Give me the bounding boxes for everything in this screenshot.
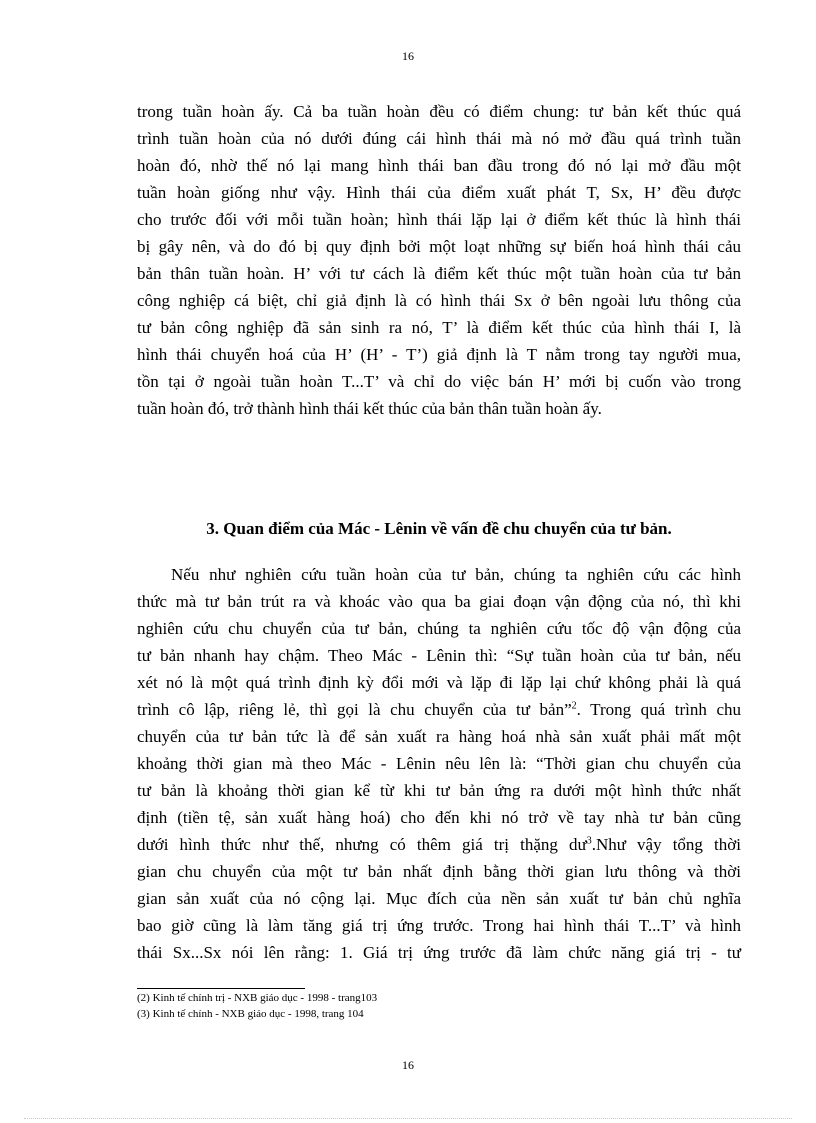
text-line: trình tuần hoàn của nó dưới đúng cái hình thái mà nó mở đầu quá trình tuần (137, 129, 741, 148)
text-line: gian chu chuyển của một tư bản nhất định bằng thời gian lưu thông và thời (137, 862, 741, 881)
text-line: nghiên cứu chu chuyển của tư bản, chúng ta nghiên cứu tốc độ vận động của (137, 619, 741, 638)
text-segment: . Trong quá trình chu (576, 700, 742, 719)
footnote-ref: 3 (586, 835, 592, 847)
text-line: bao giờ cũng là làm tăng giá trị ứng trước. Trong hai hình thái T...T’ và hình (137, 916, 741, 935)
text-line: gian sản xuất của nó cộng lại. Mục đích của nền sản xuất tư bản chủ nghĩa (137, 889, 741, 908)
text-line: tư bản là khoảng thời gian kể từ khi tư bản ứng ra dưới một hình thức nhất (137, 781, 741, 800)
text-line: thái Sx...Sx nói lên rằng: 1. Giá trị ứng trước đã làm chức năng giá trị - tư (137, 943, 741, 962)
footnote-divider (137, 988, 305, 989)
text-line: tư bản công nghiệp đã sản sinh ra nó, T’ là điểm kết thúc của hình thái I, là (137, 318, 741, 337)
text-line: tuần hoàn giống như vậy. Hình thái của điểm xuất phát T, Sx, H’ đều được (137, 183, 741, 202)
text-line: khoảng thời gian mà theo Mác - Lênin nêu lên là: “Thời gian chu chuyển của (137, 754, 741, 773)
text-line: tuần hoàn đó, trở thành hình thái kết thúc của bản thân tuần hoàn ấy. (137, 399, 602, 418)
page-edge-divider (24, 1118, 792, 1119)
footnote: (3) Kinh tế chính - NXB giáo dục - 1998, trang 104 (137, 1008, 364, 1020)
text-line: tư bản nhanh hay chậm. Theo Mác - Lênin thì: “Sự tuần hoàn của tư bản, nếu (137, 646, 741, 665)
text-segment: dưới hình thức như thế, nhưng có thêm giá trị thặng dư (137, 835, 587, 854)
text-line (137, 831, 741, 858)
text-line: thức mà tư bản trút ra và khoác vào qua ba giai đoạn vận động của nó, thì khi (137, 592, 741, 611)
text-line (137, 696, 741, 723)
text-line: chuyển của tư bản tức là để sản xuất ra hàng hoá nhà sản xuất phải mất một (137, 727, 741, 746)
text-line: hình thái chuyển hoá của H’ (H’ - T’) giả định là T nằm trong tay người mua, (137, 345, 741, 364)
footnote-ref: 2 (571, 700, 577, 712)
text-line: công nghiệp cá biệt, chỉ giả định là có hình thái Sx ở bên ngoài lưu thông của (137, 291, 741, 310)
text-line: tồn tại ở ngoài tuần hoàn T...T’ và chỉ do việc bán H’ mới bị cuốn vào trong (137, 372, 741, 391)
footnote: (2) Kinh tế chính trị - NXB giáo dục - 1998 - trang103 (137, 992, 378, 1004)
text-line: Nếu như nghiên cứu tuần hoàn của tư bản, chúng ta nghiên cứu các hình (171, 565, 741, 584)
page-number-bottom: 16 (402, 1058, 414, 1072)
text-line: bản thân tuần hoàn. H’ với tư cách là điểm kết thúc một tuần hoàn của tư bản (137, 264, 741, 283)
text-line: định (tiền tệ, sản xuất hàng hoá) cho đến khi nó trở về tay nhà tư bản cũng (137, 808, 741, 827)
text-segment: .Như vậy tổng thời (591, 835, 741, 854)
text-line: hoàn đó, nhờ thế nó lại mang hình thái ban đầu trong đó nó lại mở đầu một (137, 156, 741, 175)
text-segment: trình cô lập, riêng lẻ, thì gọi là chu chuyển của tư bản” (137, 700, 572, 719)
page-number-top: 16 (402, 49, 414, 63)
text-line: bị gây nên, và do đó bị quy định bởi một loạt những sự biến hoá hình thái cảu (137, 237, 741, 256)
text-line: trong tuần hoàn ấy. Cả ba tuần hoàn đều có điểm chung: tư bản kết thúc quá (137, 102, 741, 121)
section-heading: 3. Quan điểm của Mác - Lênin về vấn đề chu chuyển của tư bản. (206, 519, 672, 538)
text-line: xét nó là một quá trình định kỳ đổi mới và lặp đi lặp lại chứ không phải là quá (137, 673, 741, 692)
text-line: cho trước đối với mỗi tuần hoàn; hình thái lặp lại ở điểm kết thúc là hình thái (137, 210, 741, 229)
